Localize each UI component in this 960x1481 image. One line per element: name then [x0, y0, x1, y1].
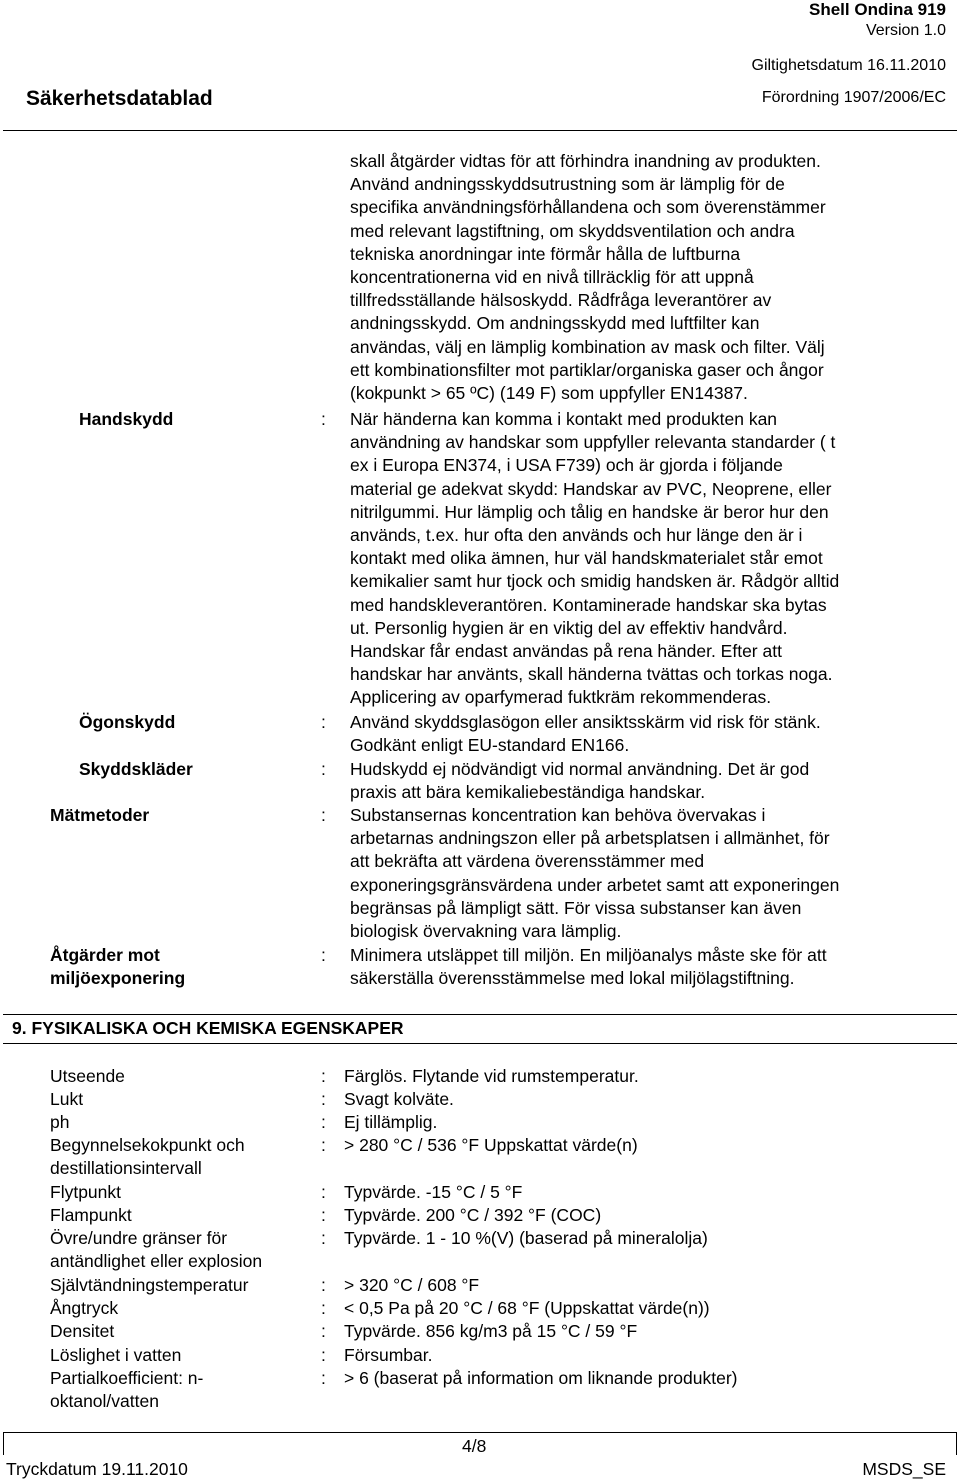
colon-separator: : [321, 1112, 326, 1132]
page-number: 4/8 [462, 1436, 487, 1456]
colon-separator: : [321, 1368, 326, 1388]
colon-separator: : [321, 759, 326, 779]
property-value: Ej tillämplig. [344, 1112, 438, 1132]
section-divider [3, 1043, 957, 1044]
property-value: > 6 (baserat på information om liknande produkter) [344, 1368, 738, 1388]
monitoring-methods-text: Substansernas koncentration kan behöva övervakas i arbetarnas andningszon eller på arbetsplatsen i allmänhet, för att bekräfta att värdena överensstämmer med exponeringsgränsvärdena under arbetet samt att exponeringen begränsas på lämpligt sätt. För vissa substanser kan även biologisk övervakning vara lämplig. [350, 805, 840, 942]
colon-separator: : [321, 1345, 326, 1365]
property-value: > 280 °C / 536 °F Uppskattat värde(n) [344, 1135, 638, 1155]
section-9-title: 9. FYSIKALISKA OCH KEMISKA EGENSKAPER [12, 1018, 404, 1038]
colon-separator: : [321, 1066, 326, 1086]
section-divider [3, 1014, 957, 1015]
version-label: Version 1.0 [865, 22, 946, 39]
protective-clothing-label: Skyddskläder [79, 759, 193, 779]
colon-separator: : [321, 712, 326, 732]
validity-date: Giltighetsdatum 16.11.2010 [751, 57, 946, 74]
colon-separator: : [321, 1182, 326, 1202]
colon-separator: : [321, 1298, 326, 1318]
print-date: Tryckdatum 19.11.2010 [6, 1459, 188, 1479]
product-name: Shell Ondina 919 [809, 0, 946, 19]
colon-separator: : [321, 409, 326, 429]
property-value: Färglös. Flytande vid rumstemperatur. [344, 1066, 639, 1086]
colon-separator: : [321, 805, 326, 825]
colon-separator: : [321, 945, 326, 965]
property-value: > 320 °C / 608 °F [344, 1275, 480, 1295]
monitoring-methods-label: Mätmetoder [50, 805, 150, 825]
property-label: Löslighet i vatten [50, 1345, 182, 1365]
respiratory-protection-text: skall åtgärder vidtas för att förhindra inandning av produkten. Använd andningsskyddsutrustning som är lämplig för de specifika användningsförhållandena och som överenstämmer med relevant lagstiftning, om skyddsventilation och andra tekniska anordningar inte förmår hålla de luftburna koncentrationerna vid en nivå tillräcklig för att uppnå tillfredsställande hälsoskydd. Rådfråga leverantörer av andningsskydd. Om andningsskydd med luftfilter kan användas, välj en lämplig kombination av mask och filter. Välj ett kombinationsfilter mot partiklar/organiska gaser och ångor (kokpunkt > 65 ºC) (149 F) som uppfyller EN14387. [350, 151, 826, 404]
document-title: Säkerhetsdatablad [26, 87, 213, 110]
property-label: ph [50, 1112, 70, 1132]
property-label: Flampunkt [50, 1205, 132, 1225]
property-value: Typvärde. 1 - 10 %(V) (baserad på mineralolja) [344, 1228, 708, 1248]
environmental-exposure-text: Minimera utsläppet till miljön. En miljöanalys måste ske för att säkerställa överensstämmelse med lokal miljölagstiftning. [350, 945, 827, 989]
property-value: Svagt kolväte. [344, 1089, 454, 1109]
colon-separator: : [321, 1205, 326, 1225]
property-label: Självtändningstemperatur [50, 1275, 249, 1295]
colon-separator: : [321, 1135, 326, 1155]
property-label: Begynnelsekokpunkt och destillationsintervall [50, 1135, 245, 1179]
colon-separator: : [321, 1089, 326, 1109]
property-label: Flytpunkt [50, 1182, 121, 1202]
colon-separator: : [321, 1275, 326, 1295]
property-value: Typvärde. 856 kg/m3 på 15 °C / 59 °F [344, 1321, 638, 1341]
colon-separator: : [321, 1228, 326, 1248]
property-label: Utseende [50, 1066, 125, 1086]
property-label: Övre/undre gränser för antändlighet eller explosion [50, 1228, 263, 1272]
property-label: Ångtryck [50, 1298, 119, 1318]
property-value: Försumbar. [344, 1345, 433, 1365]
hand-protection-label: Handskydd [79, 409, 174, 429]
eye-protection-text: Använd skyddsglasögon eller ansiktsskärm vid risk för stänk. Godkänt enligt EU-standard EN166. [350, 712, 821, 756]
hand-protection-text: När händerna kan komma i kontakt med produkten kan användning av handskar som uppfyller relevanta standarder ( t ex i Europa EN374, i USA F739) och är gjorda i följande material ge adekvat skydd: Handskar av PVC, Neoprene, eller nitrilgummi. Hur lämplig och tålig en handske är beror hur den används, t.ex. hur ofta den används och hur länge den är i kontakt med olika ämnen, hur väl handskmaterialet står emot kemikalier samt hur tjock och smidig handsken är. Rådgör alltid med handskleverantören. Kontaminerade handskar ska bytas ut. Personlig hygien är en viktig del av effektiv handvård. Handskar får endast användas på rena händer. Efter att handskar har använts, skall händerna tvättas och torkas noga. Applicering av oparfymerad fuktkräm rekommenderas. [350, 409, 840, 708]
property-label: Densitet [50, 1321, 115, 1341]
property-value: Typvärde. -15 °C / 5 °F [344, 1182, 523, 1202]
protective-clothing-text: Hudskydd ej nödvändigt vid normal användning. Det är god praxis att bära kemikaliebeständiga handskar. [350, 759, 810, 803]
property-label: Partialkoefficient: n- oktanol/vatten [50, 1368, 204, 1412]
property-value: Typvärde. 200 °C / 392 °F (COC) [344, 1205, 602, 1225]
property-label: Lukt [50, 1089, 84, 1109]
regulation-label: Förordning 1907/2006/EC [761, 89, 946, 106]
eye-protection-label: Ögonskydd [79, 712, 176, 732]
property-value: < 0,5 Pa på 20 °C / 68 °F (Uppskattat värde(n)) [344, 1298, 710, 1318]
header-divider [3, 130, 957, 131]
document-code: MSDS_SE [862, 1459, 946, 1479]
colon-separator: : [321, 1321, 326, 1341]
environmental-exposure-label: Åtgärder mot miljöexponering [50, 945, 186, 989]
